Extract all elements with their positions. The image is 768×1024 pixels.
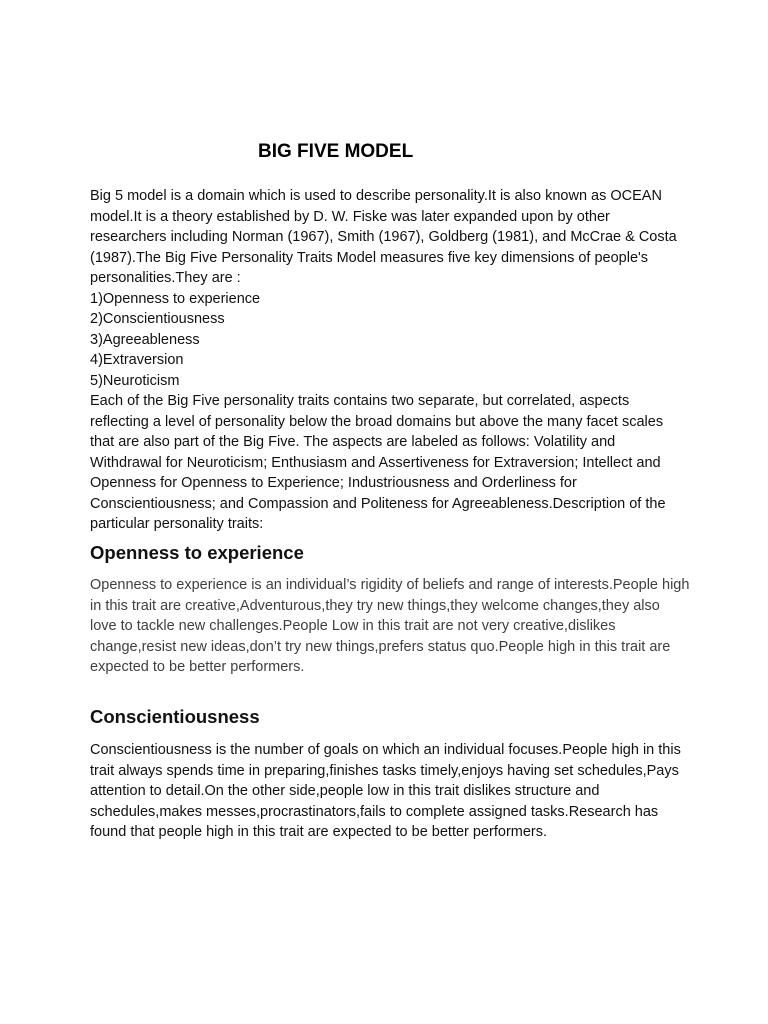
trait-list-item: 1)Openness to experience [90,290,261,307]
section-body-conscientiousness: Conscientiousness is the number of goals on which an individual focuses.People high in this trait always spends time in preparing,finishes tasks timely,enjoys having set schedules,Pays attention to detail.On the other side,people low in this trait dislikes structure and schedules,makes messes,procrastinators,fails to complete assigned tasks.Research has found that people high in this trait are expected to be better performers. [90,742,681,840]
aspects-paragraph: Each of the Big Five personality traits contains two separate, but correlated, aspects reflecting a level of personality below the broad domains but above the many facet scales that are also part of the Big Five. The aspects are labeled as follows: Volatility and Withdrawal for Neuroticism; Enthusiasm and Assertiveness for Extraversion; Intellect and Openness for Openness to Experience; Industriousness and Orderliness for Conscientiousness; and Compassion and Politeness for Agreeableness.Description of the particular personality traits: [90,393,666,532]
section-heading-conscientiousness: Conscientiousness [90,706,260,727]
trait-list-item: 3)Agreeableness [90,331,200,348]
document-title: BIG FIVE MODEL [258,141,414,162]
section-heading-openness: Openness to experience [90,542,304,563]
trait-list-item: 2)Conscientiousness [90,311,225,327]
trait-list-item: 5)Neuroticism [90,372,180,389]
intro-paragraph: Big 5 model is a domain which is used to describe personality.It is also known as OCEAN model.It is a theory established by D. W. Fiske was later expanded upon by other researchers including Norman (1967), Smith (1967), Goldberg (1981), and McCrae & Costa (1987).The Big Five Personality Traits Model measures five key dimensions of people's personalities.They are : [90,188,677,286]
trait-list [90,289,690,392]
section-body-openness: Openness to experience is an individual’s rigidity of beliefs and range of interests.People high in this trait are creative,Adventurous,they try new things,they welcome changes,they also love to tackle new challenges.People Low in this trait are not very creative,dislikes change,resist new ideas,don’t try new things,prefers status quo.People high in this trait are expected to be better performers. [90,577,690,675]
trait-list-item: 4)Extraversion [90,352,184,368]
intro-block [90,186,690,535]
